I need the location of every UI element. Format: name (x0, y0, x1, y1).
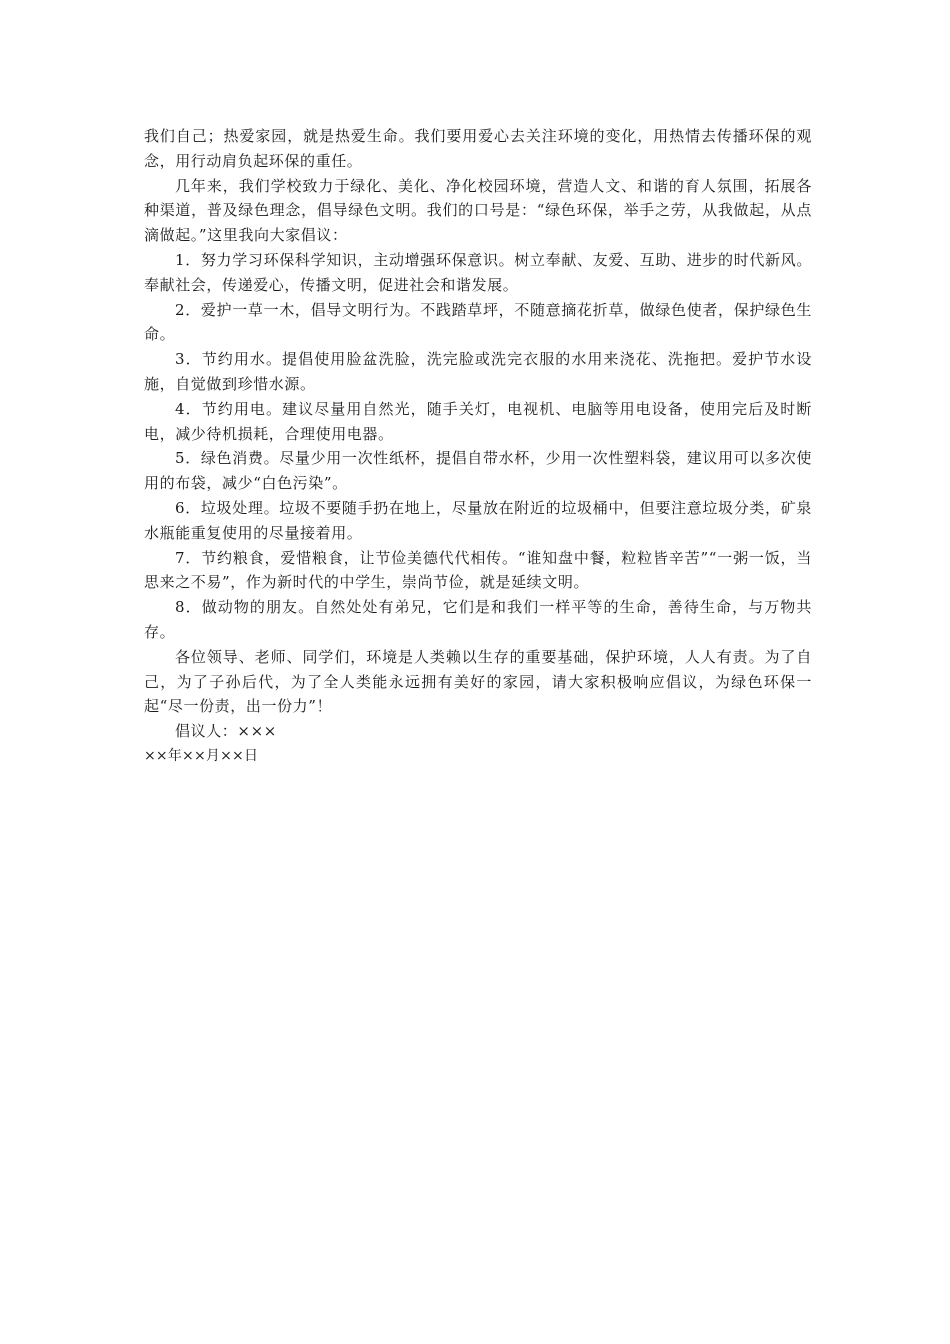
paragraph-item-2: 2．爱护一草一木，倡导文明行为。不践踏草坪，不随意摘花折草，做绿色使者，保护绿色生命。 (144, 300, 812, 344)
paragraph-item-3: 3．节约用水。提倡使用脸盆洗脸，洗完脸或洗完衣服的水用来浇花、洗拖把。爱护节水设施，自觉做到珍惜水源。 (144, 350, 812, 393)
paragraph-item-8: 8．做动物的朋友。自然处处有弟兄，它们是和我们一样平等的生命，善待生命，与万物共存。 (144, 598, 812, 641)
paragraph-opening: 我们自己；热爱家园，就是热爱生命。我们要用爱心去关注环境的变化，用热情去传播环保的观念，用行动肩负起环保的重任。 (144, 127, 812, 170)
paragraph-item-7: 7．节约粮食，爱惜粮食，让节俭美德代代相传。“谁知盘中餐，粒粒皆辛苦”“一粥一饭，当思来之不易”，作为新时代的中学生，崇尚节俭，就是延续文明。 (144, 548, 812, 592)
paragraph-item-4: 4．节约用电。建议尽量用自然光，随手关灯，电视机、电脑等用电设备，使用完后及时断电，减少待机损耗，合理使用电器。 (144, 399, 812, 443)
signer-line: 倡议人：××× (175, 722, 277, 741)
paragraph-item-6: 6．垃圾处理。垃圾不要随手扔在地上，尽量放在附近的垃圾桶中，但要注意垃圾分类，矿泉水瓶能重复使用的尽量接着用。 (144, 498, 812, 542)
paragraph-closing: 各位领导、老师、同学们，环境是人类赖以生存的重要基础，保护环境，人人有责。为了自己，为了子孙后代，为了全人类能永远拥有美好的家园，请大家积极响应倡议，为绿色环保一起“尽一份责，出一份力”！ (144, 647, 812, 716)
paragraph-school-intro: 几年来，我们学校致力于绿化、美化、净化校园环境，营造人文、和谐的育人氛围，拓展各种渠道，普及绿色理念，倡导绿色文明。我们的口号是：“绿色环保，举手之劳，从我做起，从点滴做起。”这里我向大家倡议： (144, 176, 812, 245)
document-body (144, 124, 812, 769)
paragraph-item-1: 1．努力学习环保科学知识，主动增强环保意识。树立奉献、友爱、互助、进步的时代新风。奉献社会，传递爱心，传播文明，促进社会和谐发展。 (144, 250, 812, 294)
date-line: ××年××月××日 (144, 747, 259, 764)
paragraph-item-5: 5．绿色消费。尽量少用一次性纸杯，提倡自带水杯，少用一次性塑料袋，建议用可以多次使用的布袋，减少“白色污染”。 (144, 449, 812, 493)
